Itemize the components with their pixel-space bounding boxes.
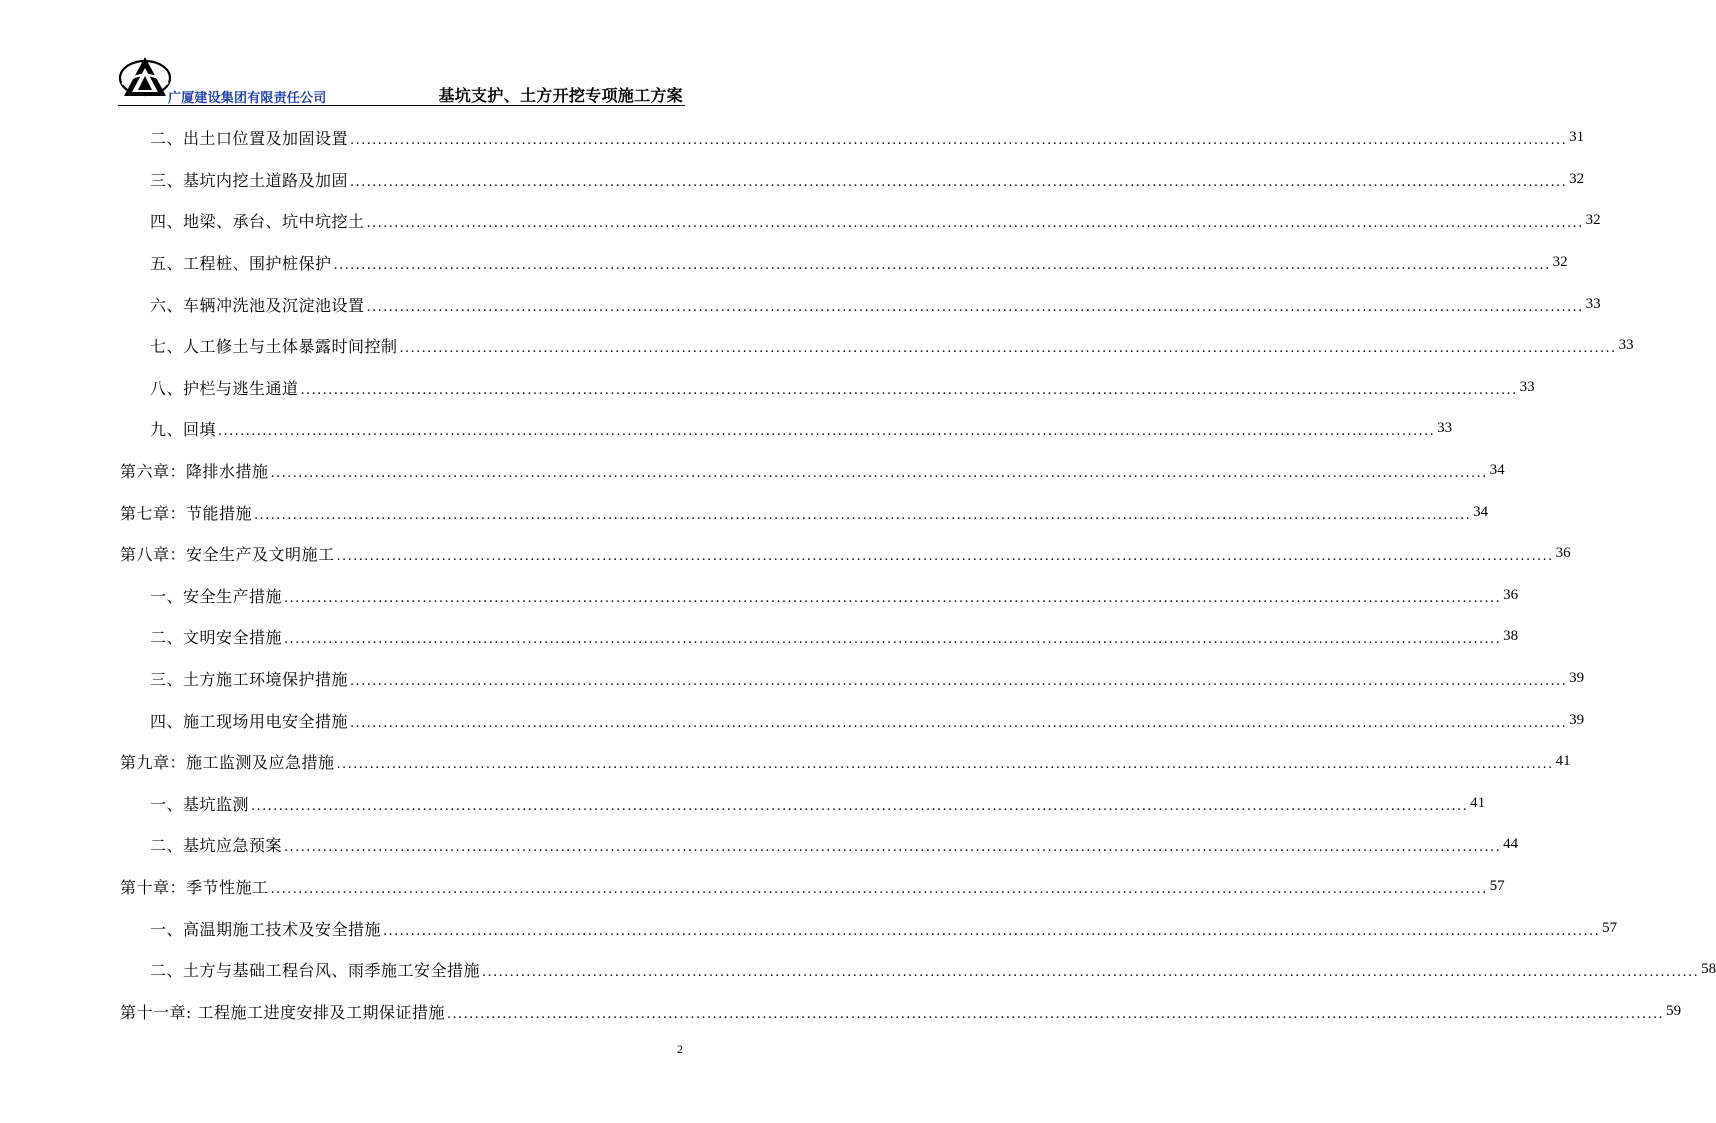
toc-entry[interactable] xyxy=(120,533,1571,575)
toc-entry-label: 四、施工现场用电安全措施 xyxy=(150,711,349,731)
toc-leader-dots: ............................................................................................................................................................................................................................ xyxy=(336,757,1554,773)
toc-leader-dots: ............................................................................................................................................................................................................................ xyxy=(300,382,1518,398)
toc-entry[interactable] xyxy=(120,450,1505,492)
toc-entry-page: 34 xyxy=(1489,462,1505,479)
toc-entry-label: 第八章：安全生产及文明施工 xyxy=(120,545,335,565)
toc-entry-page: 57 xyxy=(1602,919,1618,936)
company-name: 广厦建设集团有限责任公司 xyxy=(168,91,327,106)
toc-entry[interactable] xyxy=(120,783,1486,825)
toc-entry-label: 七、人工修土与土体暴露时间控制 xyxy=(150,337,398,357)
toc-leader-dots: ............................................................................................................................................................................................................................ xyxy=(284,632,1502,648)
toc-entry-page: 41 xyxy=(1555,753,1571,770)
toc-entry[interactable] xyxy=(120,658,1585,700)
toc-entry[interactable] xyxy=(120,575,1519,617)
toc-entry[interactable] xyxy=(120,283,1601,325)
toc-entry[interactable] xyxy=(120,907,1618,949)
toc-entry-page: 34 xyxy=(1473,503,1489,520)
toc-entry[interactable] xyxy=(120,325,1634,367)
toc-entry-label: 一、高温期施工技术及安全措施 xyxy=(150,919,382,939)
toc-leader-dots: ............................................................................................................................................................................................................................ xyxy=(366,299,1584,315)
toc-entry[interactable] xyxy=(120,990,1682,1032)
toc-entry-label: 第七章：节能措施 xyxy=(120,503,253,523)
toc-entry-label: 八、护栏与逃生通道 xyxy=(150,378,299,398)
toc-leader-dots: ............................................................................................................................................................................................................................ xyxy=(218,424,1436,440)
toc-entry[interactable] xyxy=(120,699,1585,741)
toc-entry-label: 第十章：季节性施工 xyxy=(120,877,269,897)
toc-leader-dots: ............................................................................................................................................................................................................................ xyxy=(254,507,1472,523)
company-triangle-logo-icon xyxy=(118,54,172,100)
toc-leader-dots: ............................................................................................................................................................................................................................ xyxy=(270,466,1488,482)
toc-leader-dots: ............................................................................................................................................................................................................................ xyxy=(446,1006,1665,1022)
toc-entry-label: 六、车辆冲洗池及沉淀池设置 xyxy=(150,295,365,315)
toc-entry[interactable] xyxy=(120,949,1716,991)
toc-entry-page: 39 xyxy=(1569,670,1585,687)
toc-entry-page: 36 xyxy=(1503,586,1519,603)
toc-entry-label: 三、土方施工环境保护措施 xyxy=(150,670,349,690)
toc-entry-page: 32 xyxy=(1552,254,1568,271)
toc-entry[interactable] xyxy=(120,117,1585,159)
toc-leader-dots: ............................................................................................................................................................................................................................ xyxy=(284,590,1502,606)
toc-entry-page: 31 xyxy=(1569,129,1585,146)
toc-entry[interactable] xyxy=(120,491,1489,533)
toc-entry-page: 32 xyxy=(1585,212,1601,229)
toc-entry-page: 36 xyxy=(1555,545,1571,562)
toc-leader-dots: ............................................................................................................................................................................................................................ xyxy=(333,258,1551,274)
toc-leader-dots: ............................................................................................................................................................................................................................ xyxy=(383,923,1601,939)
document-title: 基坑支护、土方开挖专项施工方案 xyxy=(438,86,683,105)
toc-entry[interactable] xyxy=(120,242,1568,284)
toc-entry-label: 一、基坑监测 xyxy=(150,794,250,814)
toc-leader-dots: ............................................................................................................................................................................................................................ xyxy=(399,341,1617,357)
toc-entry[interactable] xyxy=(120,200,1601,242)
toc-entry-label: 二、土方与基础工程台风、雨季施工安全措施 xyxy=(150,961,481,981)
toc-entry-label: 九、回填 xyxy=(150,420,217,440)
toc-entry-page: 39 xyxy=(1569,711,1585,728)
toc-leader-dots: ............................................................................................................................................................................................................................ xyxy=(482,965,1700,981)
toc-entry-page: 59 xyxy=(1666,1002,1682,1019)
toc-entry-label: 二、出土口位置及加固设置 xyxy=(150,129,349,149)
toc-leader-dots: ............................................................................................................................................................................................................................ xyxy=(350,174,1568,190)
toc-leader-dots: ............................................................................................................................................................................................................................ xyxy=(350,133,1568,149)
toc-entry-page: 32 xyxy=(1569,170,1585,187)
toc-entry-label: 第十一章: 工程施工进度安排及工期保证措施 xyxy=(120,1002,445,1022)
toc-leader-dots: ............................................................................................................................................................................................................................ xyxy=(350,674,1568,690)
toc-leader-dots: ............................................................................................................................................................................................................................ xyxy=(366,216,1584,232)
toc-leader-dots: ............................................................................................................................................................................................................................ xyxy=(251,798,1469,814)
toc-entry-page: 38 xyxy=(1503,628,1519,645)
toc-entry[interactable] xyxy=(120,616,1519,658)
toc-entry-label: 第六章：降排水措施 xyxy=(120,462,269,482)
toc-entry[interactable] xyxy=(120,367,1535,409)
toc-entry-page: 44 xyxy=(1503,836,1519,853)
toc-entry-page: 57 xyxy=(1489,877,1505,894)
toc-entry[interactable] xyxy=(120,159,1585,201)
toc-entry-page: 33 xyxy=(1437,420,1453,437)
toc-entry-label: 一、安全生产措施 xyxy=(150,586,283,606)
toc-entry[interactable] xyxy=(120,866,1505,908)
toc-entry-page: 33 xyxy=(1585,295,1601,312)
toc-entry[interactable] xyxy=(120,408,1453,450)
page-header xyxy=(118,54,685,106)
toc-entry-page: 58 xyxy=(1701,961,1716,978)
table-of-contents xyxy=(120,117,1716,1032)
toc-entry-page: 33 xyxy=(1618,337,1634,354)
toc-entry-label: 二、文明安全措施 xyxy=(150,628,283,648)
toc-entry-page: 41 xyxy=(1470,794,1486,811)
toc-entry-page: 33 xyxy=(1519,378,1535,395)
toc-entry[interactable] xyxy=(120,741,1571,783)
toc-entry-label: 三、基坑内挖土道路及加固 xyxy=(150,170,349,190)
toc-leader-dots: ............................................................................................................................................................................................................................ xyxy=(350,715,1568,731)
toc-entry[interactable] xyxy=(120,824,1519,866)
page-number: 2 xyxy=(677,1042,683,1056)
toc-entry-label: 五、工程桩、围护桩保护 xyxy=(150,254,332,274)
toc-entry-label: 二、基坑应急预案 xyxy=(150,836,283,856)
toc-entry-label: 四、地梁、承台、坑中坑挖土 xyxy=(150,212,365,232)
toc-entry-label: 第九章：施工监测及应急措施 xyxy=(120,753,335,773)
header-rule xyxy=(118,105,685,106)
toc-leader-dots: ............................................................................................................................................................................................................................ xyxy=(270,881,1488,897)
toc-leader-dots: ............................................................................................................................................................................................................................ xyxy=(336,549,1554,565)
toc-leader-dots: ............................................................................................................................................................................................................................ xyxy=(284,840,1502,856)
